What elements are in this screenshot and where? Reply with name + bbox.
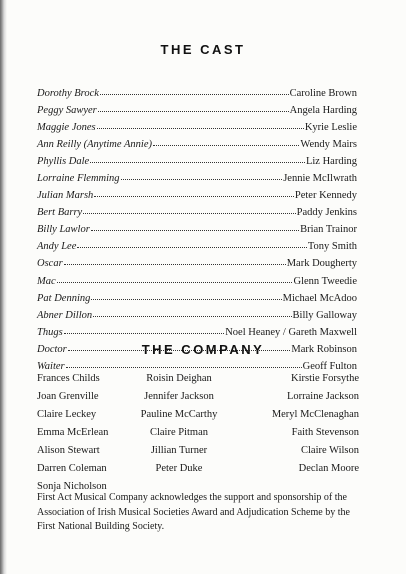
company-member: Meryl McClenaghan <box>271 409 359 420</box>
cast-row <box>37 203 357 220</box>
company-member: Lorraine Jackson <box>286 391 359 402</box>
company-member: Claire Pitman <box>149 427 209 438</box>
cast-role: Ann Reilly (Anytime Annie) <box>37 139 152 151</box>
leader-dots <box>83 202 295 214</box>
leader-dots <box>66 356 302 368</box>
company-member: Alison Stewart <box>37 445 100 456</box>
cast-role: Oscar <box>37 258 63 270</box>
company-member: Claire Leckey <box>37 409 97 420</box>
cast-row <box>37 118 357 135</box>
company-member: Emma McErlean <box>37 427 109 438</box>
company-member: Roisin Deighan <box>146 373 212 384</box>
cast-row <box>37 220 357 237</box>
cast-actor: Kyrie Leslie <box>304 122 357 134</box>
company-column-1 <box>37 370 108 496</box>
company-member: Kirstie Forsythe <box>291 373 359 384</box>
company-member: Joan Grenville <box>37 391 99 402</box>
leader-dots <box>98 100 289 112</box>
cast-role: Doctor <box>37 343 67 355</box>
cast-row <box>37 152 357 169</box>
cast-role: Billy Lawlor <box>37 224 90 236</box>
cast-role: Maggie Jones <box>37 122 96 134</box>
cast-row <box>37 101 357 118</box>
company-column-3 <box>272 370 359 478</box>
leader-dots <box>91 288 281 300</box>
leader-dots <box>93 305 291 317</box>
leader-dots <box>64 322 225 334</box>
cast-row <box>37 254 357 271</box>
cast-actor: Mark Dougherty <box>286 258 357 270</box>
cast-role: Abner Dillon <box>37 309 93 321</box>
company-member: Sonja Nicholson <box>37 481 107 492</box>
cast-actor: Paddy Jenkins <box>296 207 357 219</box>
cast-row <box>37 237 357 254</box>
company-member: Faith Stevenson <box>291 427 359 438</box>
company-member: Peter Duke <box>155 463 203 474</box>
acknowledgement-text: First Act Musical Company acknowledges the support and sponsorship of the Association of Irish Musical Societies Award and Adjudication Scheme by the First National Building Society. <box>37 492 350 532</box>
cast-row <box>37 186 357 203</box>
cast-row <box>37 135 357 152</box>
company-member: Jennifer Jackson <box>144 391 214 402</box>
cast-role: Mac <box>37 275 56 287</box>
cast-actor: Noel Heaney / Gareth Maxwell <box>225 326 357 338</box>
cast-actor: Caroline Brown <box>289 88 357 99</box>
cast-actor: Billy Galloway <box>292 309 357 321</box>
leader-dots <box>94 185 294 197</box>
cast-row <box>37 323 357 340</box>
company-member: Darren Coleman <box>37 463 107 474</box>
leader-dots <box>57 271 293 283</box>
cast-row <box>37 169 357 186</box>
cast-role: Andy Lee <box>37 241 77 253</box>
leader-dots <box>97 117 304 129</box>
cast-actor: Wendy Mairs <box>300 139 357 151</box>
cast-role: Thugs <box>37 326 63 338</box>
cast-role: Pat Denning <box>37 292 91 304</box>
company-column-2 <box>130 370 228 478</box>
leader-dots <box>77 236 306 248</box>
company-member: Jillian Turner <box>150 445 208 456</box>
cast-actor: Angela Harding <box>289 105 357 117</box>
leader-dots <box>153 134 299 146</box>
cast-row <box>37 289 357 306</box>
leader-dots <box>64 253 286 265</box>
cast-actor: Brian Trainor <box>300 224 357 236</box>
leader-dots <box>121 168 283 180</box>
cast-role: Phyllis Dale <box>37 156 90 168</box>
cast-role: Bert Barry <box>37 207 83 219</box>
cast-actor: Geoff Fulton <box>302 360 357 372</box>
cast-actor: Liz Harding <box>305 156 357 168</box>
cast-heading: THE CAST <box>160 42 246 57</box>
cast-actor: Peter Kennedy <box>294 190 357 202</box>
leader-dots <box>90 151 305 163</box>
company-member: Claire Wilson <box>300 445 359 456</box>
cast-row <box>37 306 357 323</box>
cast-role: Lorraine Flemming <box>37 173 120 185</box>
company-member: Declan Moore <box>298 463 359 474</box>
cast-list <box>37 84 357 374</box>
cast-actor: Michael McAdoo <box>282 292 357 304</box>
scan-edge-shadow <box>0 0 7 574</box>
company-heading: THE COMPANY <box>141 342 265 357</box>
company-member: Frances Childs <box>37 373 100 384</box>
leader-dots <box>100 83 289 95</box>
cast-actor: Tony Smith <box>307 241 357 253</box>
company-member: Pauline McCarthy <box>140 409 218 420</box>
cast-role: Waiter <box>37 360 65 372</box>
cast-actor: Mark Robinson <box>291 343 357 355</box>
cast-role: Peggy Sawyer <box>37 105 97 117</box>
cast-role: Dorothy Brock <box>37 88 99 99</box>
leader-dots <box>91 219 299 231</box>
cast-row <box>37 272 357 289</box>
cast-row <box>37 84 357 101</box>
cast-role: Julian Marsh <box>37 190 94 202</box>
cast-actor: Glenn Tweedie <box>293 275 357 287</box>
cast-actor: Jennie McIlwrath <box>283 173 357 185</box>
